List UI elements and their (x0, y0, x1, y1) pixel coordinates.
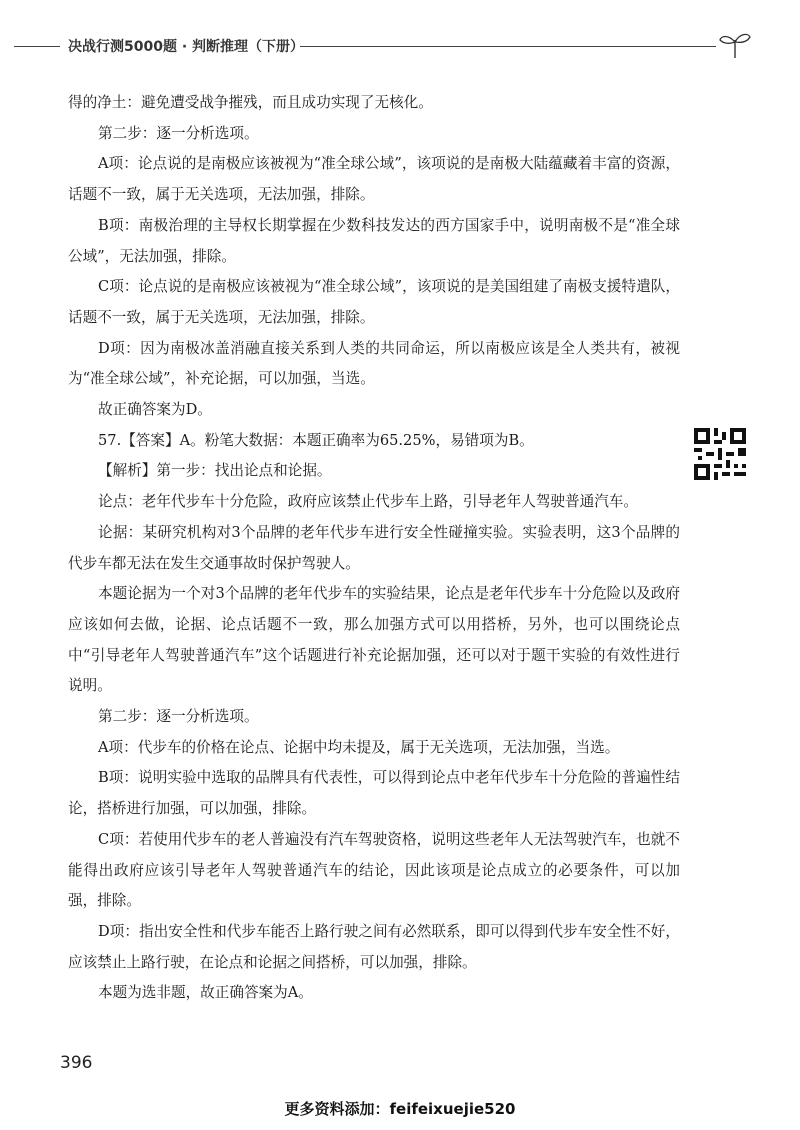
paragraph-q57-option-b: B项：说明实验中选取的品牌具有代表性，可以得到论点中老年代步车十分危险的普遍性结论，搭桥进行加强，可以加强，排除。 (68, 769, 680, 818)
paragraph-option-b: B项：南极治理的主导权长期掌握在少数科技发达的西方国家手中，说明南极不是“准全球公域”，无法加强，排除。 (68, 216, 680, 265)
footer-watermark-note: 更多资料添加：feifeixuejie520 (284, 1100, 516, 1118)
sprout-icon (718, 30, 752, 60)
header-rule-right (300, 46, 716, 47)
running-header (0, 32, 800, 62)
paragraph-q57-option-d: D项：指出安全性和代步车能否上路行驶之间有必然联系，即可以得到代步车安全性不好，应该禁止上路行驶，在论点和论据之间搭桥，可以加强，排除。 (68, 922, 680, 971)
paragraph-option-d: D项：因为南极冰盖消融直接关系到人类的共同命运，所以南极应该是全人类共有，被视为“准全球公域”，补充论据，可以加强，当选。 (68, 339, 680, 388)
paragraph-q57-option-a: A项：代步车的价格在论点、论据中均未提及，属于无关选项，无法加强，当选。 (98, 738, 620, 756)
paragraph-q57-analysis: 【解析】第一步：找出论点和论据。 (98, 462, 332, 480)
paragraph-q57-answer: 57.【答案】A。粉笔大数据：本题正确率为65.25%，易错项为B。 (98, 431, 534, 449)
paragraph-q57-step-two: 第二步：逐一分析选项。 (98, 708, 259, 726)
paragraph-step-two: 第二步：逐一分析选项。 (98, 124, 259, 142)
paragraph-q57-evidence: 论据：某研究机构对3个品牌的老年代步车进行安全性碰撞实验。实验表明，这3个品牌的代步车都无法在发生交通事故时保护驾驶人。 (68, 523, 680, 572)
paragraph-q57-reasoning: 本题论据为一个对3个品牌的老年代步车的实验结果，论点是老年代步车十分危险以及政府应该如何去做，论据、论点话题不一致，那么加强方式可以用搭桥，另外，也可以围绕论点中“引导老年人驾驶普通汽车”这个话题进行补充论据加强，还可以对于题干实验的有效性进行说明。 (68, 585, 680, 695)
paragraph-continuation: 得的净土：避免遭受战争摧残，而且成功实现了无核化。 (68, 94, 433, 111)
paragraph-option-a: A项：论点说的是南极应该被视为“准全球公域”，该项说的是南极大陆蕴藏着丰富的资源，话题不一致，属于无关选项，无法加强，排除。 (68, 155, 680, 204)
answer-explanation-body (68, 88, 680, 1009)
paragraph-q57-argument: 论点：老年代步车十分危险，政府应该禁止代步车上路，引导老年人驾驶普通汽车。 (98, 493, 638, 511)
paragraph-conclusion: 故正确答案为D。 (98, 401, 212, 419)
paragraph-option-c: C项：论点说的是南极应该被视为“准全球公域”，该项说的是美国组建了南极支援特遣队，话题不一致，属于无关选项，无法加强，排除。 (68, 278, 680, 326)
header-rule-left (14, 46, 60, 47)
paragraph-q57-option-c: C项：若使用代步车的老人普遍没有汽车驾驶资格，说明这些老年人无法驾驶汽车，也就不能得出政府应该引导老年人驾驶普通汽车的结论，因此该项是论点成立的必要条件，可以加强，排除。 (68, 830, 680, 910)
page-number: 396 (60, 1053, 93, 1073)
qr-code-icon[interactable] (694, 428, 746, 480)
book-title: 决战行测5000题 · 判断推理（下册） (68, 39, 305, 55)
paragraph-q57-conclusion: 本题为选非题，故正确答案为A。 (98, 984, 313, 1002)
